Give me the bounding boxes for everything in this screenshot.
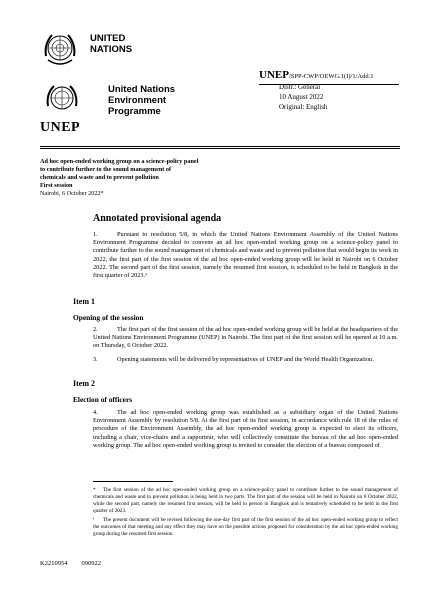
footnote-mark: * (93, 487, 96, 493)
item-label: Item 1 (73, 297, 95, 306)
footnote-mark: ¹ (93, 517, 95, 523)
paragraph-text: Opening statements will be delivered by representatives of UNEP and the World Health Organization. (117, 356, 374, 363)
item-title: Election of officers (73, 395, 133, 404)
header-rule (40, 146, 400, 147)
distribution: Distr.: General (279, 83, 321, 91)
meeting-line: First session (40, 182, 73, 189)
unep-logo-text: UNEP (40, 120, 81, 135)
job-date: 090922 (81, 560, 101, 567)
footnote-text: The first session of the ad hoc open-ended working group on a science-policy panel to contribute further to the sound management of chemicals and waste and to prevent pollution is being held in two parts. The first part of the session will be held in Nairobi on 6 October 2022, while the second part, namely the resumed first session, will be held in person in Bangkok and is tentatively scheduled to be held in the first quarter of 2023. (93, 487, 398, 514)
footnote (93, 517, 398, 538)
meeting-line: to contribute further to the sound management of (40, 166, 172, 173)
un-name-line: NATIONS (90, 44, 133, 55)
un-name (90, 33, 132, 55)
meeting-place-date: Nairobi, 6 October 2022* (40, 190, 104, 197)
meeting-line: chemicals and waste and to prevent pollution (40, 174, 159, 181)
symbol-prefix: UNEP (259, 69, 289, 81)
unep-name (108, 84, 175, 117)
paragraph-text: The ad hoc open-ended working group was established as a subsidiary organ of the United Nations Environment Assembly by resolution 5/8. At the first part of its first session, in accordance with rule 18 of the rules of procedure of the Environment Assembly, the ad hoc open-ended working group is expected to elect its officers, including a chair, vice-chairs and a rapporteur, who will collectively constitute the bureau of the ad hoc open-ended working group. The ad hoc open-ended working group is invited to consider the election of a bureau composed of (93, 409, 398, 449)
symbol-suffix: /SPP-CWP/OEWG.1(I)/1/Add.1 (288, 73, 374, 80)
original-language: Original: English (279, 103, 328, 111)
paragraph-number: 2. (93, 326, 98, 333)
item-label: Item 2 (73, 379, 95, 388)
meeting-line: Ad hoc open-ended working group on a science-policy panel (40, 158, 199, 165)
paragraph-number: 3. (93, 356, 98, 363)
un-name-line: UNITED (90, 33, 126, 44)
header-rule (40, 148, 400, 149)
paragraph-text: Pursuant to resolution 5/8, in which the United Nations Environment Assembly of the United Nations Environment Programme decided to convene an ad hoc open-ended working group on a science-policy panel to contribute further to the sound management of chemicals and waste and to prevent pollution that would begin its work in 2022, the first part of the first session of the ad hoc open-ended working group will be held in Nairobi on 6 October 2022. The second part of the first session, namely the resumed first session, is scheduled to be held in Bangkok in the first quarter of 2023.¹ (93, 231, 398, 280)
paragraph-number: 4. (93, 409, 98, 416)
paragraph (93, 356, 398, 364)
item-title: Opening of the session (73, 313, 144, 322)
paragraph (93, 326, 398, 351)
paragraph (93, 409, 398, 450)
footnote-rule (93, 481, 173, 482)
meeting-info (40, 158, 300, 198)
job-number-block (40, 560, 115, 567)
unep-name-line: Programme (108, 106, 161, 117)
paragraph-text: The first part of the first session of the ad hoc open-ended working group will be held at the headquarters of the United Nations Environment Programme (UNEP) in Nairobi. The first part of the first session will be opened at 10 a.m. on Thursday, 6 October 2022. (93, 326, 399, 350)
footnote-text: The present document will be revised following the one-day first part of the first session of the ad hoc open-ended working group to reflect the outcomes of that meeting and any effect they may have on the possible actions proposed for consideration by the ad hoc open-ended working group during the resumed first session. (93, 517, 398, 537)
unep-name-line: United Nations (108, 84, 176, 95)
job-number: K2210954 (40, 560, 68, 567)
paragraph (93, 231, 398, 280)
distribution-block (279, 82, 327, 112)
un-emblem (40, 30, 80, 70)
paragraph-number: 1. (93, 231, 98, 238)
footnote (93, 487, 398, 515)
unep-name-line: Environment (108, 95, 167, 106)
document-title: Annotated provisional agenda (93, 213, 222, 224)
issue-date: 10 August 2022 (279, 93, 324, 101)
